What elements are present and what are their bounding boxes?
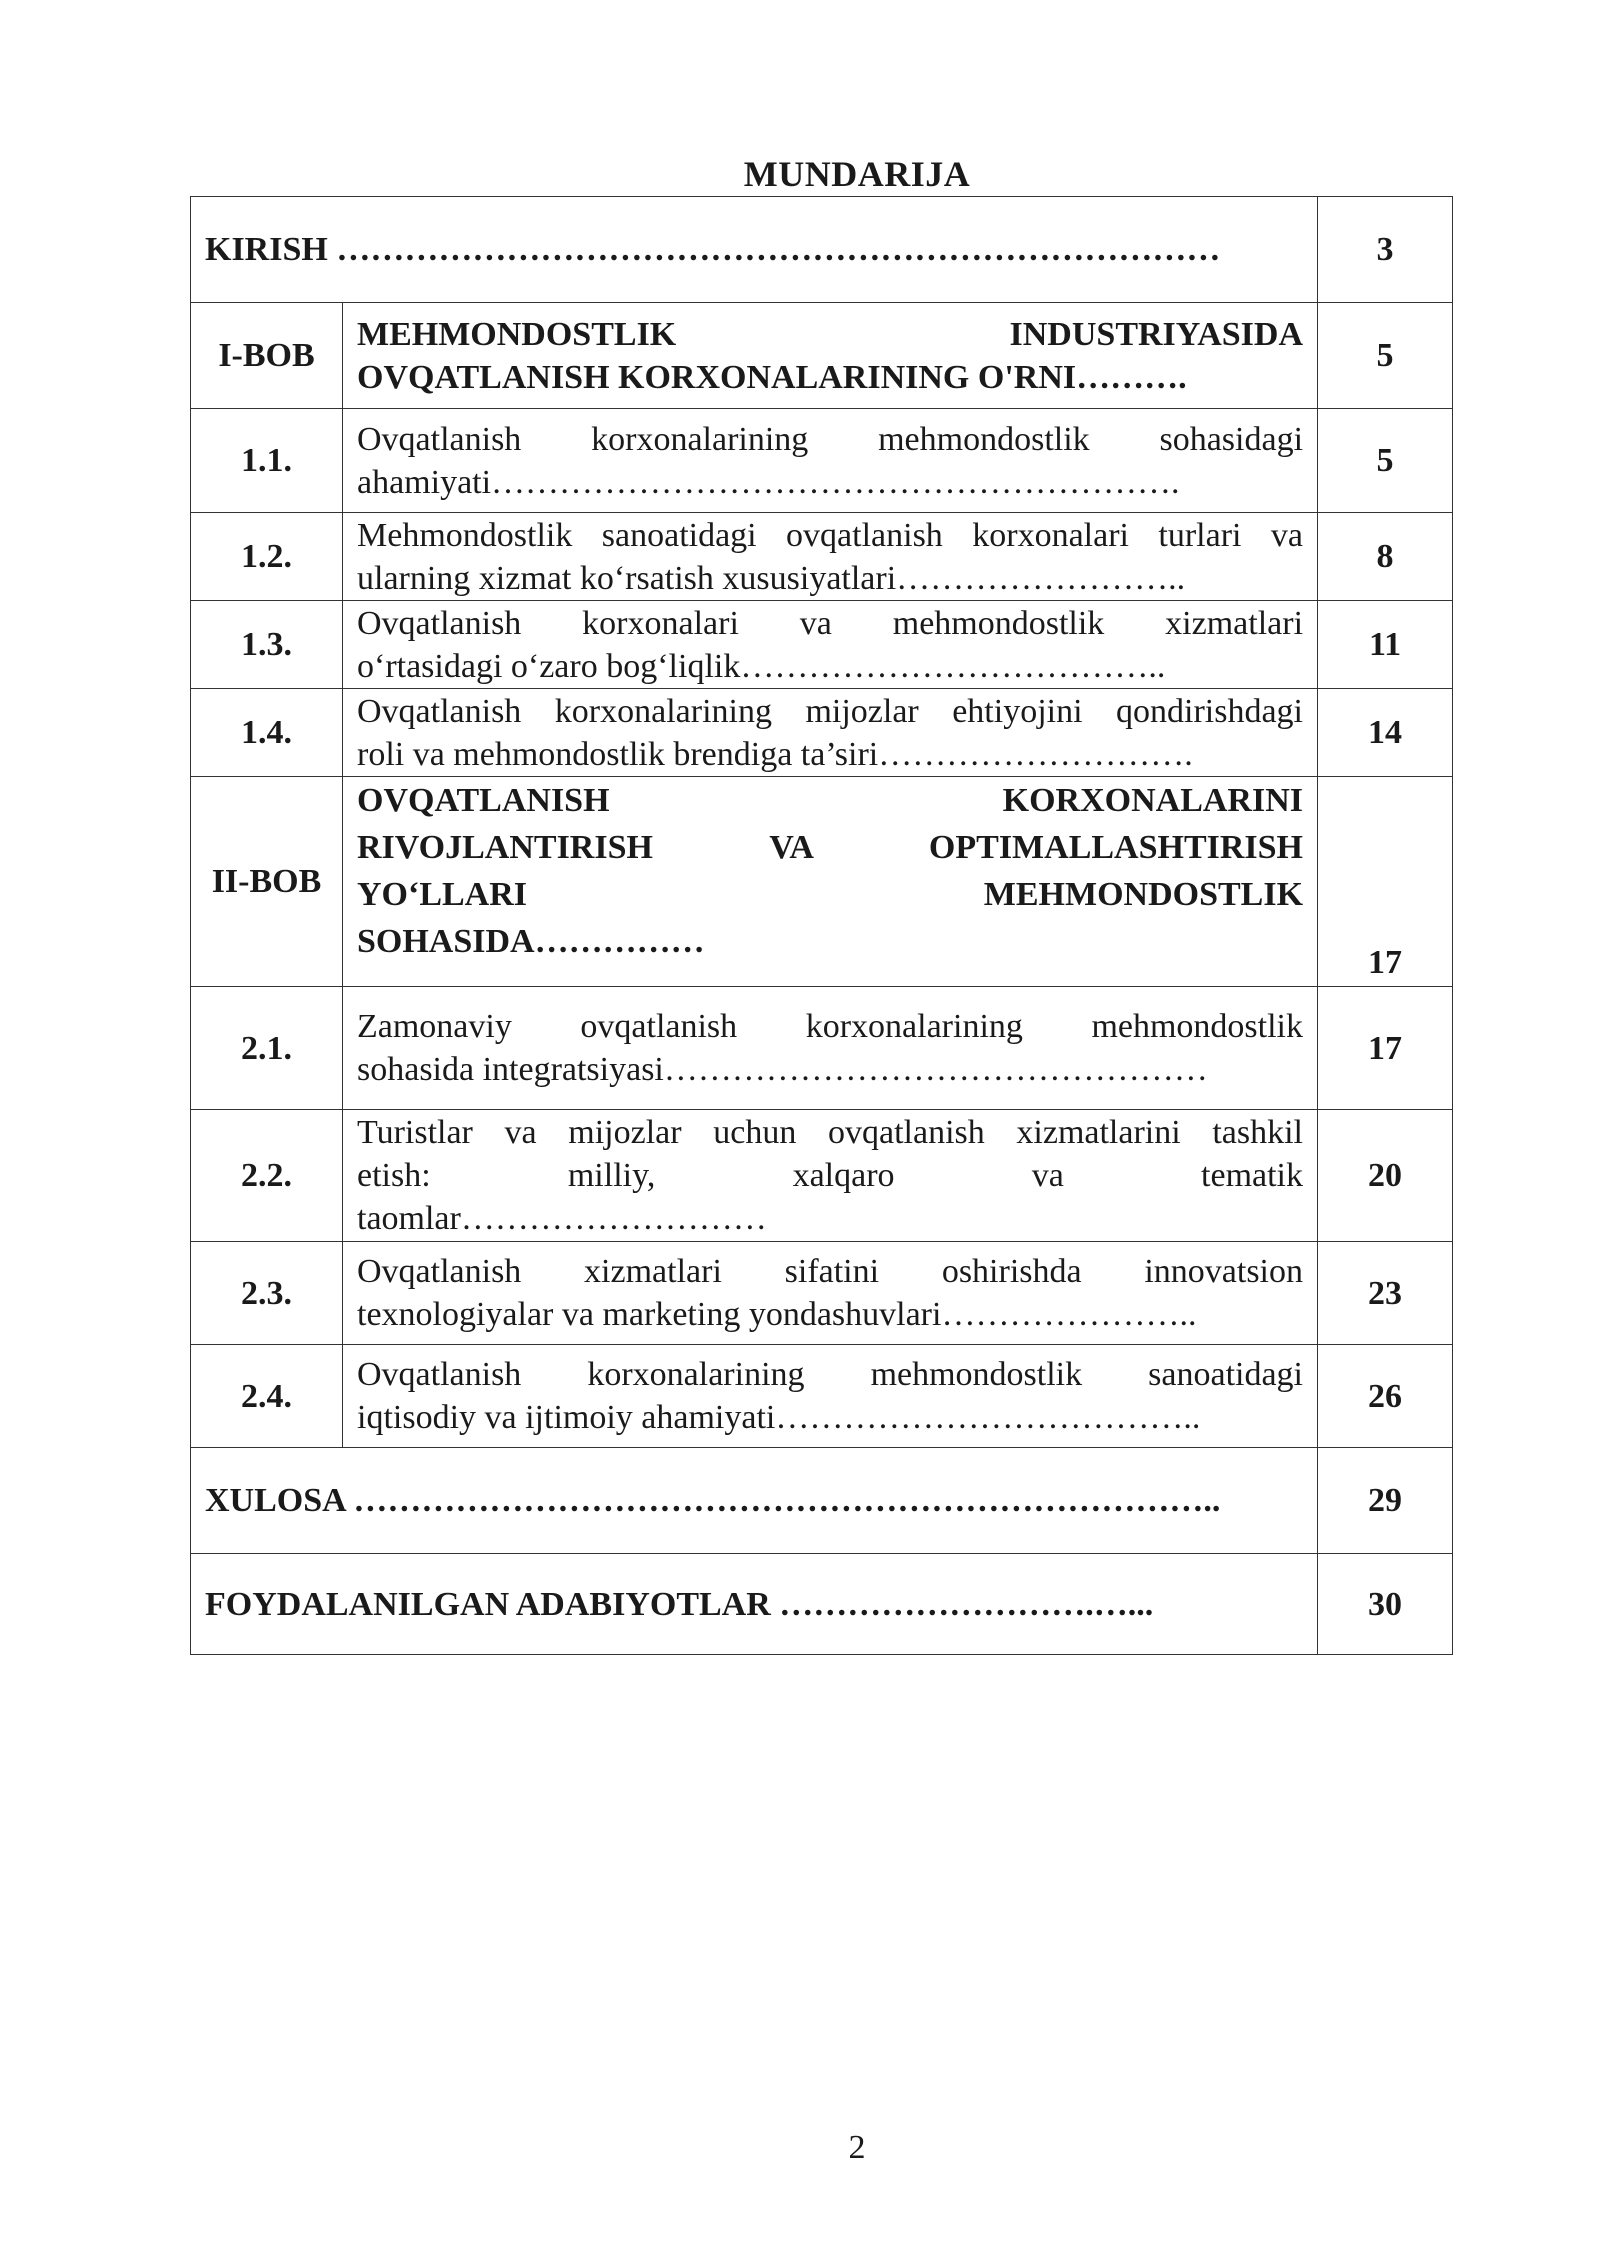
toc-section-number: 2.1. [191, 987, 343, 1110]
toc-entry-title[interactable] [343, 303, 1318, 409]
toc-title-line: texnologiyalar va marketing yondashuvlari………………….. [357, 1296, 1197, 1333]
toc-entry-title[interactable] [343, 1110, 1318, 1242]
toc-entry-title[interactable] [343, 601, 1318, 689]
toc-entry-title[interactable] [343, 987, 1318, 1110]
toc-title-line: o‘rtasidagi o‘zaro bog‘liqlik……………………………….. [357, 647, 1166, 685]
toc-title-line: SOHASIDA…………… [357, 923, 705, 960]
toc-title-line: RIVOJLANTIRISH VA OPTIMALLASHTIRISH [357, 829, 1304, 866]
toc-page-number: 26 [1318, 1345, 1453, 1448]
toc-entry-title[interactable] [343, 409, 1318, 513]
toc-section-number: 1.4. [191, 689, 343, 777]
toc-entry-title[interactable]: XULOSA ………………………………………………………………….. [191, 1448, 1318, 1554]
toc-page-number: 5 [1318, 303, 1453, 409]
toc-page-number: 8 [1318, 513, 1453, 601]
toc-row-chapter-1 [191, 303, 1453, 409]
toc-row-section-1-2 [191, 513, 1453, 601]
toc-page-number: 17 [1318, 987, 1453, 1110]
toc-title-line: ahamiyati……………………………………………………. [357, 463, 1180, 501]
toc-title-line: Ovqatlanish korxonalarining mehmondostlik sanoatidagi [357, 1356, 1304, 1393]
toc-title-line: MEHMONDOSTLIK INDUSTRIYASIDA [357, 315, 1304, 353]
toc-section-number: 1.1. [191, 409, 343, 513]
toc-row-section-2-3 [191, 1242, 1453, 1345]
toc-section-number: 2.4. [191, 1345, 343, 1448]
toc-row-references [191, 1554, 1453, 1655]
toc-chapter-number: II-BOB [191, 777, 343, 987]
toc-title-line: Ovqatlanish korxonalari va mehmondostlik xizmatlari [357, 604, 1304, 642]
page-title: MUNDARIJA [743, 154, 971, 194]
toc-page-number: 14 [1318, 689, 1453, 777]
toc-page-number: 17 [1318, 777, 1453, 987]
toc-title-line: ularning xizmat ko‘rsatish xususiyatlari…………………….. [357, 559, 1186, 597]
toc-title-line: etish: milliy, xalqaro va tematik [357, 1157, 1304, 1194]
toc-title-line: Zamonaviy ovqatlanish korxonalarining mehmondostlik [357, 1008, 1304, 1045]
toc-page-number: 5 [1318, 409, 1453, 513]
toc-entry-title[interactable]: FOYDALANILGAN ADABIYOTLAR ……………………….…... [191, 1554, 1318, 1655]
toc-section-number: 1.2. [191, 513, 343, 601]
toc-page-number: 30 [1318, 1554, 1453, 1655]
toc-title-line: iqtisodiy va ijtimoiy ahamiyati……………………………….. [357, 1399, 1201, 1436]
toc-entry-title[interactable] [343, 1242, 1318, 1345]
toc-page-number: 23 [1318, 1242, 1453, 1345]
toc-row-section-1-4 [191, 689, 1453, 777]
toc-title-line: OVQATLANISH KORXONALARINING O'RNI………. [357, 358, 1187, 396]
toc-row-section-1-1 [191, 409, 1453, 513]
toc-title-line: Ovqatlanish korxonalarining mijozlar ehtiyojini qondirishdagi [357, 692, 1304, 730]
toc-entry-title[interactable] [343, 513, 1318, 601]
toc-entry-title[interactable] [343, 689, 1318, 777]
toc-title-line: Ovqatlanish korxonalarining mehmondostlik sohasidagi [357, 420, 1304, 458]
toc-section-number: 2.2. [191, 1110, 343, 1242]
toc-row-chapter-2 [191, 777, 1453, 987]
toc-title-line: roli va mehmondostlik brendiga ta’siri………………………. [357, 735, 1193, 773]
toc-row-intro [191, 197, 1453, 303]
toc-title-line: Turistlar va mijozlar uchun ovqatlanish xizmatlarini tashkil [357, 1114, 1304, 1151]
toc-page-number: 20 [1318, 1110, 1453, 1242]
toc-title-line: Mehmondostlik sanoatidagi ovqatlanish korxonalari turlari va [357, 516, 1304, 554]
toc-title-line: Ovqatlanish xizmatlari sifatini oshirishda innovatsion [357, 1253, 1304, 1290]
toc-page-number: 29 [1318, 1448, 1453, 1554]
toc-title-line: OVQATLANISH KORXONALARINI [357, 782, 1304, 819]
toc-page-number: 3 [1318, 197, 1453, 303]
toc-row-section-1-3 [191, 601, 1453, 689]
toc-row-section-2-4 [191, 1345, 1453, 1448]
toc-entry-title[interactable] [343, 1345, 1318, 1448]
toc-entry-title[interactable] [343, 777, 1318, 987]
table-of-contents [190, 196, 1453, 1655]
toc-entry-title[interactable]: KIRISH …………………………………………………………………… [191, 197, 1318, 303]
toc-title-line: YO‘LLARI MEHMONDOSTLIK [357, 876, 1304, 913]
toc-row-section-2-2 [191, 1110, 1453, 1242]
toc-row-section-2-1 [191, 987, 1453, 1110]
toc-title-line: taomlar……………………… [357, 1200, 767, 1237]
toc-section-number: 1.3. [191, 601, 343, 689]
toc-row-conclusion [191, 1448, 1453, 1554]
page-number: 2 [848, 2129, 866, 2166]
toc-title-line: sohasida integratsiyasi………………………………………… [357, 1051, 1208, 1088]
toc-page-number: 11 [1318, 601, 1453, 689]
toc-chapter-number: I-BOB [191, 303, 343, 409]
toc-section-number: 2.3. [191, 1242, 343, 1345]
